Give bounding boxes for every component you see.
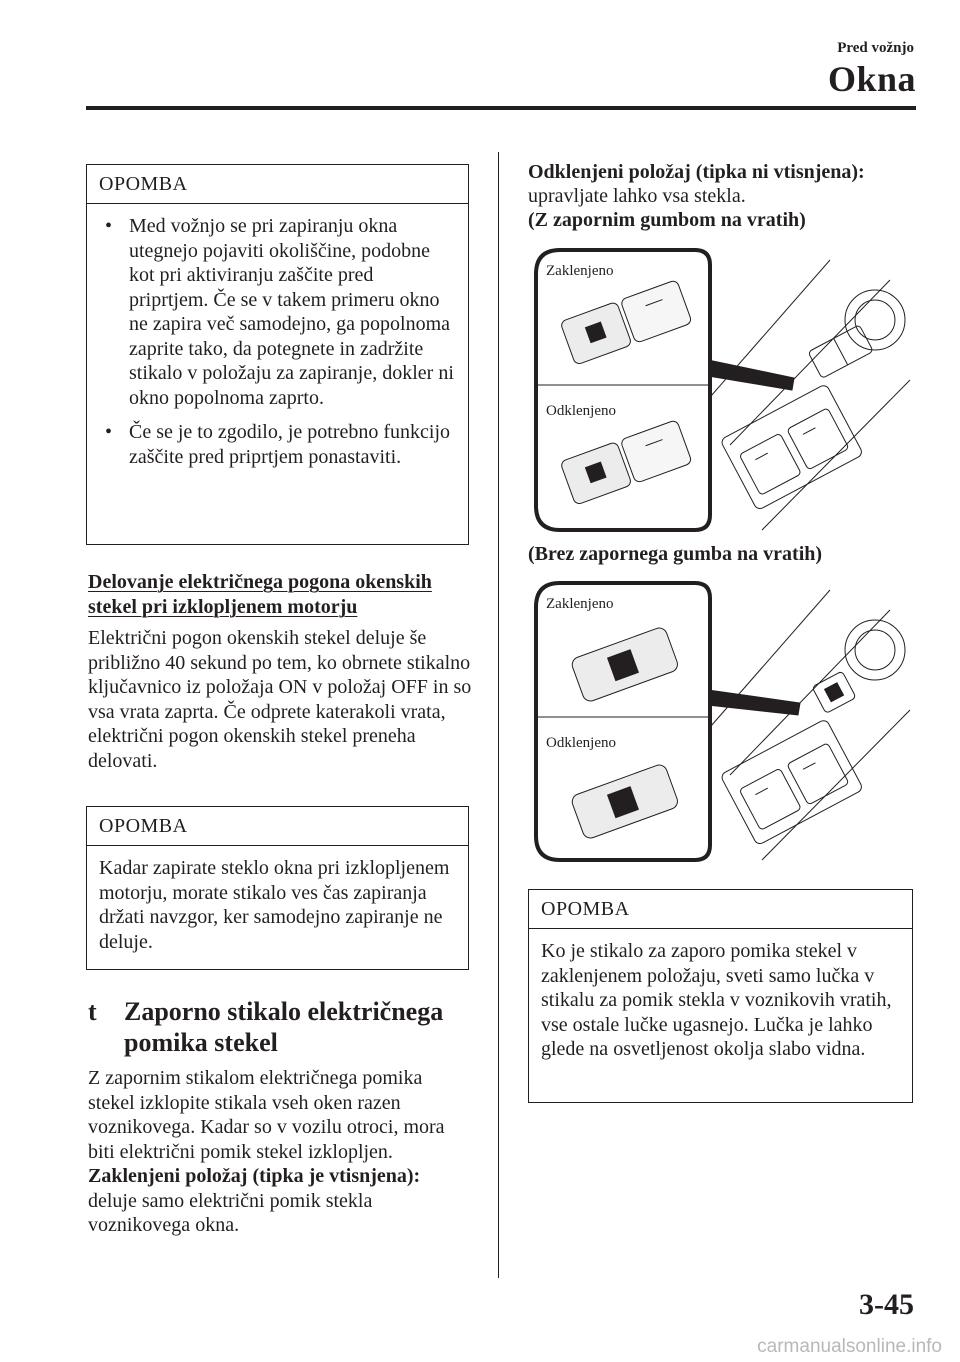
figure-lock-switch-with-button (530, 240, 920, 540)
note-bullet-text: Če se je to zgodilo, je potrebno funkcijo zaščite pred priprtjem ponastaviti. (129, 421, 451, 468)
note-box-1 (86, 164, 469, 545)
unlocked-position-label: Odklenjeni položaj (tipka ni vtisnjena): (528, 161, 865, 183)
label-locked: Zaklenjeno (546, 263, 614, 279)
section-heading: Zaporno stikalo električnega pomika stekel (124, 997, 444, 1057)
section-marker: t (88, 997, 97, 1026)
paragraph: Električni pogon okenskih stekel deluje še približno 40 sekund po tem, ko obrnete stikalno ključavnico iz položaja ON v položaj OFF in so vsa vrata zaprta. Če odprete katerakoli vrata, električni pogon okenskih stekel preneha delovati. (88, 627, 472, 772)
note-bullet-text: Med vožnjo se pri zapiranju okna utegnejo pojaviti okoliščine, podobne kot pri aktiviranju zaščite pred priprtjem. Če se v takem primeru okno ne zapira več samodejno, ga popolnoma zaprite tako, da potegnete in zadržite stikalo v položaju za zapiranje, dokler ni okno popolnoma zaprto. (129, 215, 454, 409)
note-text: Ko je stikalo za zaporo pomika stekel v zaklenjenem položaju, sveti samo lučka v stikalu za pomik stekla v voznikovih vratih, vse ostale lučke ugasnejo. Lučka je lahko glede na osvetljenost okolja slabo vidna. (541, 940, 892, 1060)
page-number: 3-45 (859, 1288, 914, 1321)
subsection-heading: Delovanje električnega pogona okenskih stekel pri izklopljenem motorju (88, 571, 432, 618)
lock-intro: Z zapornim stikalom električnega pomika stekel izklopite stikala vseh oken razen voznikovega. Kadar so v vozilu otroci, mora biti električni pomik stekel izklopljen. (88, 1067, 445, 1163)
figure-caption-2: (Brez zapornega gumba na vratih) (528, 543, 823, 565)
column-divider (498, 152, 499, 1278)
figure-lock-switch-without-button (530, 575, 920, 870)
locked-position-label: Zaklenjeni položaj (tipka je vtisnjena): (88, 1165, 421, 1187)
label-unlocked: Odklenjeno (546, 403, 616, 419)
bullet-dot: • (105, 215, 113, 237)
section-label: Pred vožnjo (837, 40, 914, 56)
locked-position-text: deluje samo električni pomik stekla voznikovega okna. (88, 1189, 373, 1236)
figure-caption-1: (Z zapornim gumbom na vratih) (528, 209, 806, 231)
label-unlocked: Odklenjeno (546, 735, 616, 751)
note-title: OPOMBA (87, 807, 468, 846)
note-box-3 (528, 889, 913, 1103)
paragraph (88, 1066, 473, 1238)
note-title: OPOMBA (87, 165, 468, 204)
note-bullet (99, 420, 456, 469)
note-bullet (99, 214, 456, 410)
note-title: OPOMBA (529, 890, 912, 929)
bullet-dot: • (105, 421, 113, 443)
watermark: carmanualsonline.info (757, 1336, 942, 1357)
page-title: Okna (827, 59, 916, 99)
header-rule (86, 106, 916, 110)
label-locked: Zaklenjeno (546, 596, 614, 612)
note-box-2 (86, 806, 469, 970)
note-text: Kadar zapirate steklo okna pri izklopljenem motorju, morate stikalo ves čas zapiranja držati navzgor, ker samodejno zapiranje ne deluje. (99, 857, 450, 953)
unlocked-position-text: upravljate lahko vsa stekla. (528, 185, 746, 207)
